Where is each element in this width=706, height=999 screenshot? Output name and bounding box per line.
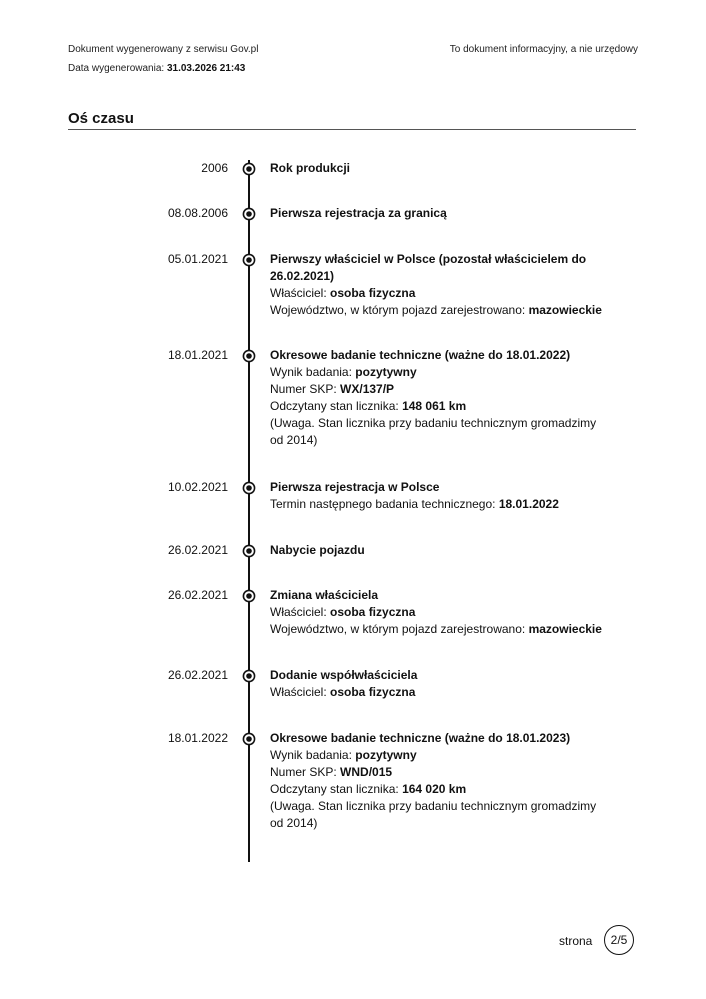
event-title: Pierwsza rejestracja za granicą — [270, 206, 447, 220]
event-detail — [270, 381, 610, 398]
event-date: 18.01.2021 — [167, 348, 228, 362]
event-detail-label: Numer SKP: — [270, 765, 341, 779]
event-detail-value: 18.01.2022 — [498, 497, 559, 511]
event-content — [270, 205, 610, 222]
event-date: 26.02.2021 — [167, 668, 228, 682]
event-detail-value: pozytywny — [355, 748, 417, 762]
event-content — [270, 160, 610, 177]
event-date: 10.02.2021 — [167, 480, 228, 494]
event-detail-label: (Uwaga. Stan licznika przy badaniu technicznym gromadzimy od 2014) — [270, 416, 597, 447]
event-content — [270, 667, 610, 701]
page-label: strona — [559, 934, 593, 948]
event-detail-value: osoba fizyczna — [330, 685, 416, 699]
event-content — [270, 542, 610, 559]
event-title: Dodanie współwłaściciela — [270, 668, 418, 682]
event-date: 05.01.2021 — [167, 252, 228, 266]
event-title: Pierwszy właściciel w Polsce (pozostał właścicielem do 26.02.2021) — [270, 252, 587, 283]
event-detail-value: WND/015 — [340, 765, 393, 779]
event-content — [270, 347, 610, 449]
event-detail-value: 164 020 km — [402, 782, 467, 796]
event-detail — [270, 798, 610, 832]
event-content — [270, 479, 610, 513]
timeline-dot-icon — [242, 544, 256, 558]
event-detail-label: Odczytany stan licznika: — [270, 782, 403, 796]
event-title: Okresowe badanie techniczne (ważne do 18.01.2022) — [270, 348, 571, 362]
timeline-dot-icon — [242, 732, 256, 746]
event-detail-label: Wynik badania: — [270, 365, 356, 379]
event-title: Okresowe badanie techniczne (ważne do 18.01.2023) — [270, 731, 571, 745]
timeline-dot-icon — [242, 481, 256, 495]
event-title: Nabycie pojazdu — [270, 543, 365, 557]
event-title: Pierwsza rejestracja w Polsce — [270, 480, 440, 494]
event-detail — [270, 496, 610, 513]
event-detail-label: Województwo, w którym pojazd zarejestrowano: — [270, 622, 529, 636]
timeline-dot-icon — [242, 589, 256, 603]
event-detail-label: (Uwaga. Stan licznika przy badaniu technicznym gromadzimy od 2014) — [270, 799, 597, 830]
event-detail-value: mazowieckie — [528, 303, 602, 317]
event-date: 26.02.2021 — [167, 588, 228, 602]
event-date: 2006 — [201, 161, 228, 175]
event-detail-label: Numer SKP: — [270, 382, 341, 396]
document-disclaimer: To dokument informacyjny, a nie urzędowy — [449, 44, 638, 55]
event-detail — [270, 398, 610, 415]
event-content — [270, 251, 610, 319]
event-detail-label: Termin następnego badania technicznego: — [270, 497, 499, 511]
event-detail — [270, 364, 610, 381]
event-detail-label: Wynik badania: — [270, 748, 356, 762]
page-number: 2/5 — [604, 925, 634, 955]
event-title: Rok produkcji — [270, 161, 351, 175]
event-detail-value: osoba fizyczna — [330, 286, 416, 300]
event-detail-value: WX/137/P — [340, 382, 395, 396]
event-detail-value: pozytywny — [355, 365, 417, 379]
generation-date-value: 31.03.2026 21:43 — [166, 63, 246, 74]
event-detail — [270, 621, 610, 638]
event-detail — [270, 747, 610, 764]
event-detail — [270, 285, 610, 302]
event-detail — [270, 781, 610, 798]
event-detail-value: mazowieckie — [528, 622, 602, 636]
event-detail-label: Województwo, w którym pojazd zarejestrowano: — [270, 303, 529, 317]
event-date: 08.08.2006 — [167, 206, 228, 220]
event-detail — [270, 302, 610, 319]
event-detail — [270, 415, 610, 449]
event-detail-value: 148 061 km — [402, 399, 467, 413]
event-detail-label: Właściciel: — [270, 605, 331, 619]
timeline-dot-icon — [242, 253, 256, 267]
event-detail-label: Odczytany stan licznika: — [270, 399, 403, 413]
timeline-dot-icon — [242, 162, 256, 176]
event-detail-value: osoba fizyczna — [330, 605, 416, 619]
generation-date-label: Data wygenerowania: — [68, 63, 165, 74]
timeline-dot-icon — [242, 207, 256, 221]
event-detail — [270, 684, 610, 701]
event-detail-label: Właściciel: — [270, 685, 331, 699]
event-detail — [270, 604, 610, 621]
section-title: Oś czasu — [68, 110, 134, 127]
event-content — [270, 587, 610, 638]
event-detail-label: Właściciel: — [270, 286, 331, 300]
event-content — [270, 730, 610, 832]
event-date: 18.01.2022 — [167, 731, 228, 745]
timeline-dot-icon — [242, 349, 256, 363]
event-detail — [270, 764, 610, 781]
event-date: 26.02.2021 — [167, 543, 228, 557]
timeline-dot-icon — [242, 669, 256, 683]
source-text: Dokument wygenerowany z serwisu Gov.pl — [68, 44, 259, 55]
event-title: Zmiana właściciela — [270, 588, 379, 602]
